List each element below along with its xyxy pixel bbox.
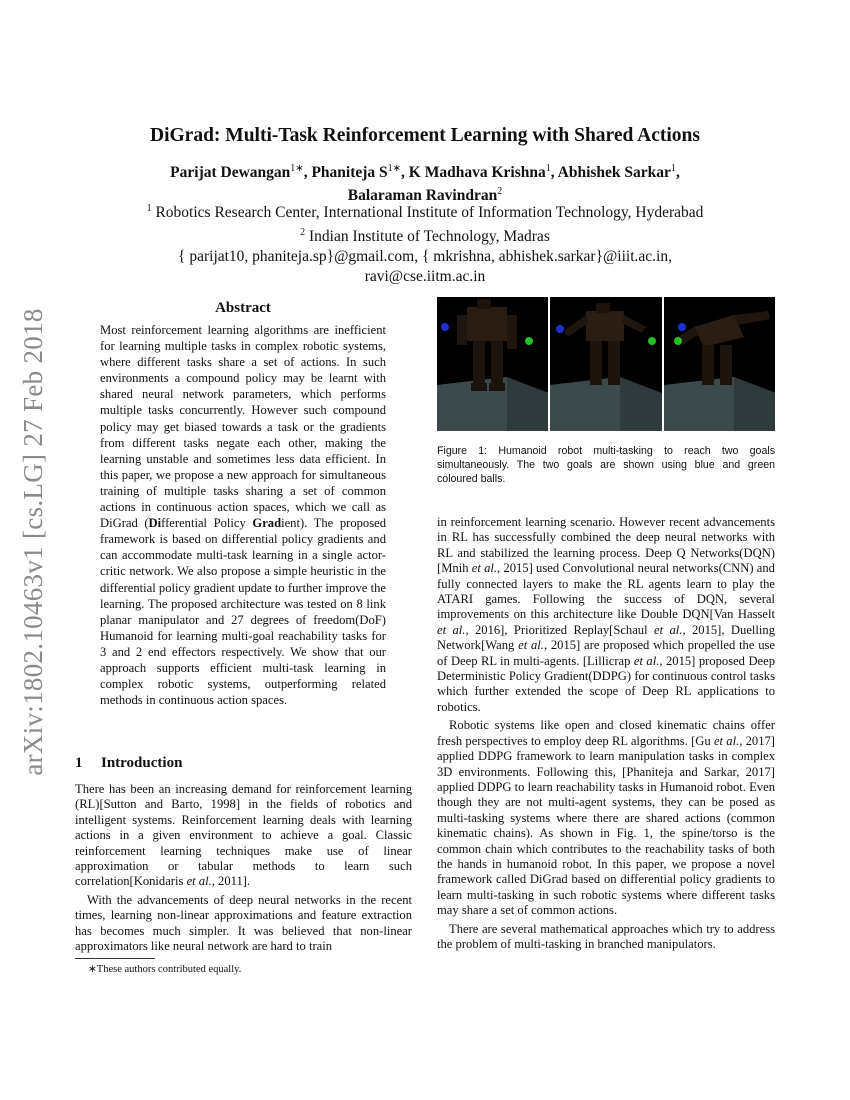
- paragraph: [437, 515, 775, 715]
- paragraph: With the advancements of deep neural networks in the recent times, learning non-linear approximations and feature extraction has becomes much simpler. It was believed that non-linear approximators like neural network are hard to train: [75, 892, 412, 954]
- paragraph-text: , 2015] are proposed which propelled the use of Deep RL in multi-agents. [Lillicrap: [437, 638, 775, 668]
- affiliation-line: [95, 199, 755, 223]
- citation-etal: et al.: [633, 653, 660, 668]
- paragraph: There are several mathematical approaches which try to address the problem of multi-tasking in branched manipulators.: [437, 921, 775, 951]
- humanoid-robot-image: [550, 297, 661, 431]
- author-sup: 2: [497, 186, 503, 198]
- footnote: ∗These authors contributed equally.: [88, 964, 242, 975]
- citation-etal: et al.: [437, 622, 466, 637]
- abstract-text: fferential Policy: [161, 516, 253, 531]
- right-column-text: [437, 515, 775, 952]
- paragraph-text: , 2015], Duelling Network[Wang: [437, 622, 775, 653]
- humanoid-robot-image: [437, 297, 548, 431]
- email-line: { parijat10, phaniteja.sp}@gmail.com, { mkrishna, abhishek.sarkar}@iiit.ac.in,: [178, 248, 672, 266]
- citation-etal: et al.: [518, 638, 544, 653]
- author-name: Parijat Dewangan: [170, 164, 291, 182]
- affiliation-line: [95, 223, 755, 247]
- affiliation-text: Robotics Research Center, International Institute of Information Technology, Hyderabad: [155, 204, 704, 222]
- paragraph-text: , 2015] proposed Deep Deterministic Policy Gradient(DDPG) for continuous control tasks which further extended the scope of Deep RL applications to robotics.: [437, 653, 776, 714]
- section-heading-introduction: [75, 755, 182, 772]
- author-name: Phaniteja S: [311, 164, 388, 182]
- abstract-bold: Grad: [252, 516, 282, 531]
- citation-etal: et al.: [654, 622, 683, 637]
- abstract-body: [100, 322, 386, 708]
- author-list: Parijat Dewangan$^{1∗}$, Phaniteja $S^{1∗}$, K Madhava Krishna$^1$, Abhishek Sarkar$^1$, Balaraman Ravindran$^2$: [170, 163, 680, 205]
- blue-goal-ball: [678, 323, 686, 331]
- paper-title: DiGrad: Multi-Task Reinforcement Learning with Shared Actions: [150, 125, 700, 146]
- figure-panel-2: [550, 297, 661, 431]
- author-sup: 1: [545, 163, 551, 174]
- arxiv-sidebar-stamp: arXiv:1802.10463v1 [cs.LG] 27 Feb 2018: [18, 308, 48, 776]
- paragraph-text: , 2017] applied DDPG framework to learn manipulation tasks in complex 3D environments. Following this, [Phaniteja and Sarkar, 2017] applied DDPG to learn reachability tasks in Humanoid robot. Even though they are not multi-agent systems, they can be posed as multi-tasking systems where there are shared actions (common kinematic chains). As shown in Fig. 1, the spine/torso is the common chain which contributes to the reachability tasks of both the hands in humanoid robot. In this paper, we propose a novel framework called DiGrad based on differential policy gradients to learn multi-tasking in such robotic systems where different tasks may share a set of common actions.: [437, 733, 775, 918]
- author-name: K Madhava Krishna: [408, 164, 546, 182]
- email-line: ravi@cse.iitm.ac.in: [364, 268, 486, 286]
- blue-goal-ball: [556, 325, 564, 333]
- abstract-text: ient). The proposed framework is based on differential policy gradients and can accommodate multi-task learning in a single actor-critic network. We also propose a simple heuristic in the differential policy gradient update to further improve the learning. The proposed architecture was tested on 8 link planar manipulator and 27 degrees of freedom(DoF) Humanoid for learning multi-goal reachability tasks for 3 and 2 end effectors respectively. We show that our approach supports efficient multi-task learning in complex robotic systems, outperforming related methods in continuous action spaces.: [100, 516, 386, 708]
- author-name: Balaraman Ravindran: [347, 187, 498, 205]
- affiliation-text: Indian Institute of Technology, Madras: [309, 228, 550, 246]
- left-column-text: [75, 782, 412, 954]
- figure-panel-3: [664, 297, 775, 431]
- paragraph-text: There has been an increasing demand for reinforcement learning (RL)[Sutton and Barto, 1998] in the fields of robotics and intelligent systems. Reinforcement learning deals with learning actions in a given environment to achieve a goal. Classic reinforcement learning techniques make use of linear approximation or tabular methods to learn such correlation[Konidaris: [75, 782, 412, 889]
- citation-etal: et al.: [471, 561, 498, 576]
- abstract-heading: Abstract: [215, 300, 271, 316]
- section-title: Introduction: [101, 755, 183, 771]
- green-goal-ball: [525, 337, 533, 345]
- blue-goal-ball: [441, 323, 449, 331]
- citation-etal: et al.: [186, 874, 212, 889]
- abstract-bold: Di: [148, 516, 162, 531]
- paragraph-text: Robotic systems like open and closed kinematic chains offer fresh perspectives to employ deep RL algorithms. [Gu: [437, 718, 775, 748]
- footnote-rule: [75, 958, 155, 959]
- figure-panel-1: [437, 297, 548, 431]
- affiliation-sup: 2: [300, 227, 306, 239]
- figure-1-caption: Figure 1: Humanoid robot multi-tasking to reach two goals simultaneously. The two goals are shown using blue and green coloured balls.: [437, 445, 775, 485]
- affiliation-sup: 1: [146, 203, 152, 214]
- section-number: 1: [75, 755, 83, 771]
- paragraph-text: , 2011].: [211, 874, 251, 889]
- paragraph-text: , 2015] used Convolutional neural networks(CNN) and fully connected layers to make the RL agents learn to play the ATARI games. Following the success of DQN, several improvements on this architecture like Double DQN[Van Hasselt: [437, 561, 775, 622]
- green-goal-ball: [674, 337, 682, 345]
- citation-etal: et al.: [713, 733, 740, 748]
- author-sup: 1: [670, 163, 676, 174]
- figure-1: [437, 297, 775, 431]
- humanoid-robot-image: [664, 297, 775, 431]
- paragraph-text: , 2016], Prioritized Replay[Schaul: [465, 622, 655, 637]
- author-name: Abhishek Sarkar: [557, 164, 671, 182]
- green-goal-ball: [648, 337, 656, 345]
- abstract-text: Most reinforcement learning algorithms are inefficient for learning multiple tasks in complex robotic systems, where different tasks share a set of actions. In such environments a compound policy may be learnt with shared neural network parameters, which performs multiple tasks concurrently. However such compound policy may get biased towards a task or the gradients from different tasks negate each other, making the learning unstable and sometimes less data efficient. In this paper, we propose a new approach for simultaneous training of multiple tasks sharing a set of common actions in continuous action spaces, which we call as DiGrad (: [100, 323, 386, 531]
- affiliations: [95, 199, 755, 287]
- paragraph-text: in reinforcement learning scenario. However recent advancements in RL has successfully combined the deep neural networks with RL and stabilized the learning process. Deep Q Networks(DQN) [Mnih: [437, 515, 775, 576]
- author-sup: 1∗: [290, 163, 304, 174]
- author-sup: 1∗: [387, 163, 402, 174]
- paragraph: [75, 782, 412, 890]
- paragraph: [437, 718, 775, 918]
